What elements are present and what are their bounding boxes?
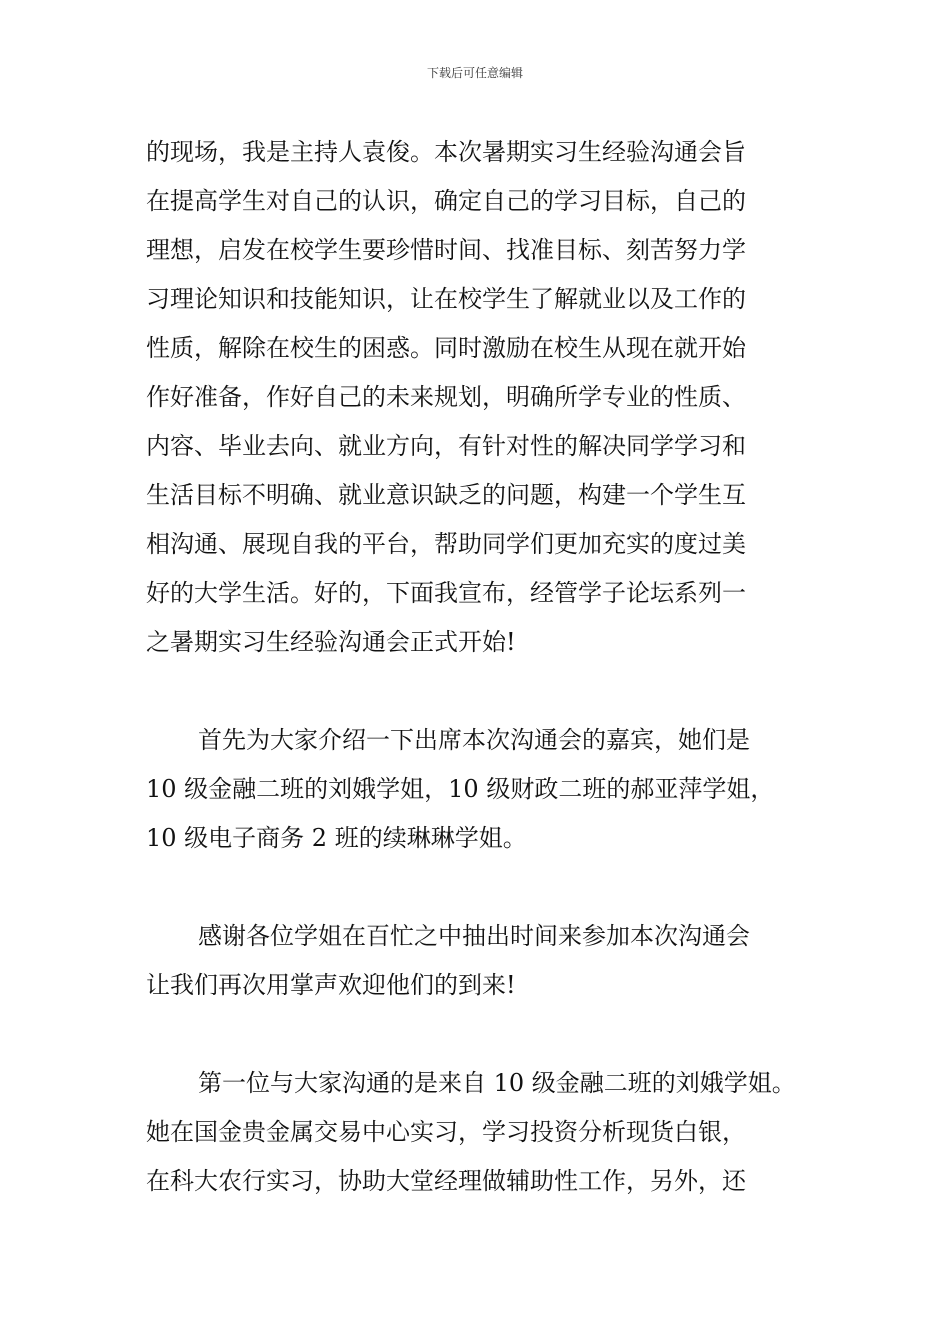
text-line: 在科大农行实习，协助大堂经理做辅助性工作，另外，还	[146, 1167, 746, 1195]
paragraph-thanks	[146, 912, 826, 1010]
text-line: 感谢各位学姐在百忙之中抽出时间来参加本次沟通会	[198, 922, 750, 950]
text-line: 作好准备，作好自己的未来规划，明确所学专业的性质、	[146, 383, 746, 411]
paragraph-guests	[146, 716, 826, 863]
text-line: 习理论知识和技能知识，让在校学生了解就业以及工作的	[146, 285, 746, 313]
text-line: 好的大学生活。好的，下面我宣布，经管学子论坛系列一	[146, 579, 746, 607]
document-body	[146, 128, 826, 1206]
paragraph-opening	[146, 128, 826, 667]
text-line: 在提高学生对自己的认识，确定自己的学习目标，自己的	[146, 187, 746, 215]
text-line: 让我们再次用掌声欢迎他们的到来!	[146, 971, 516, 999]
paragraph-first-speaker	[146, 1059, 826, 1206]
text-line: 性质，解除在校生的困惑。同时激励在校生从现在就开始	[146, 334, 746, 362]
header-note: 下载后可任意编辑	[426, 66, 523, 80]
text-line: 理想，启发在校学生要珍惜时间、找准目标、刻苦努力学	[146, 236, 746, 264]
text-line: 生活目标不明确、就业意识缺乏的问题，构建一个学生互	[146, 481, 746, 509]
text-line: 内容、毕业去向、就业方向，有针对性的解决同学学习和	[146, 432, 746, 460]
text-line: 10 级电子商务 2 班的续琳琳学姐。	[146, 824, 527, 852]
text-line: 的现场，我是主持人袁俊。本次暑期实习生经验沟通会旨	[146, 138, 746, 166]
text-line: 10 级金融二班的刘娥学姐，10 级财政二班的郝亚萍学姐，	[146, 775, 775, 803]
text-line: 之暑期实习生经验沟通会正式开始!	[146, 628, 516, 656]
text-line: 相沟通、展现自我的平台，帮助同学们更加充实的度过美	[146, 530, 746, 558]
text-line: 第一位与大家沟通的是来自 10 级金融二班的刘娥学姐。	[198, 1069, 796, 1097]
text-line: 她在国金贵金属交易中心实习，学习投资分析现货白银，	[146, 1118, 746, 1146]
text-line: 首先为大家介绍一下出席本次沟通会的嘉宾，她们是	[198, 726, 750, 754]
